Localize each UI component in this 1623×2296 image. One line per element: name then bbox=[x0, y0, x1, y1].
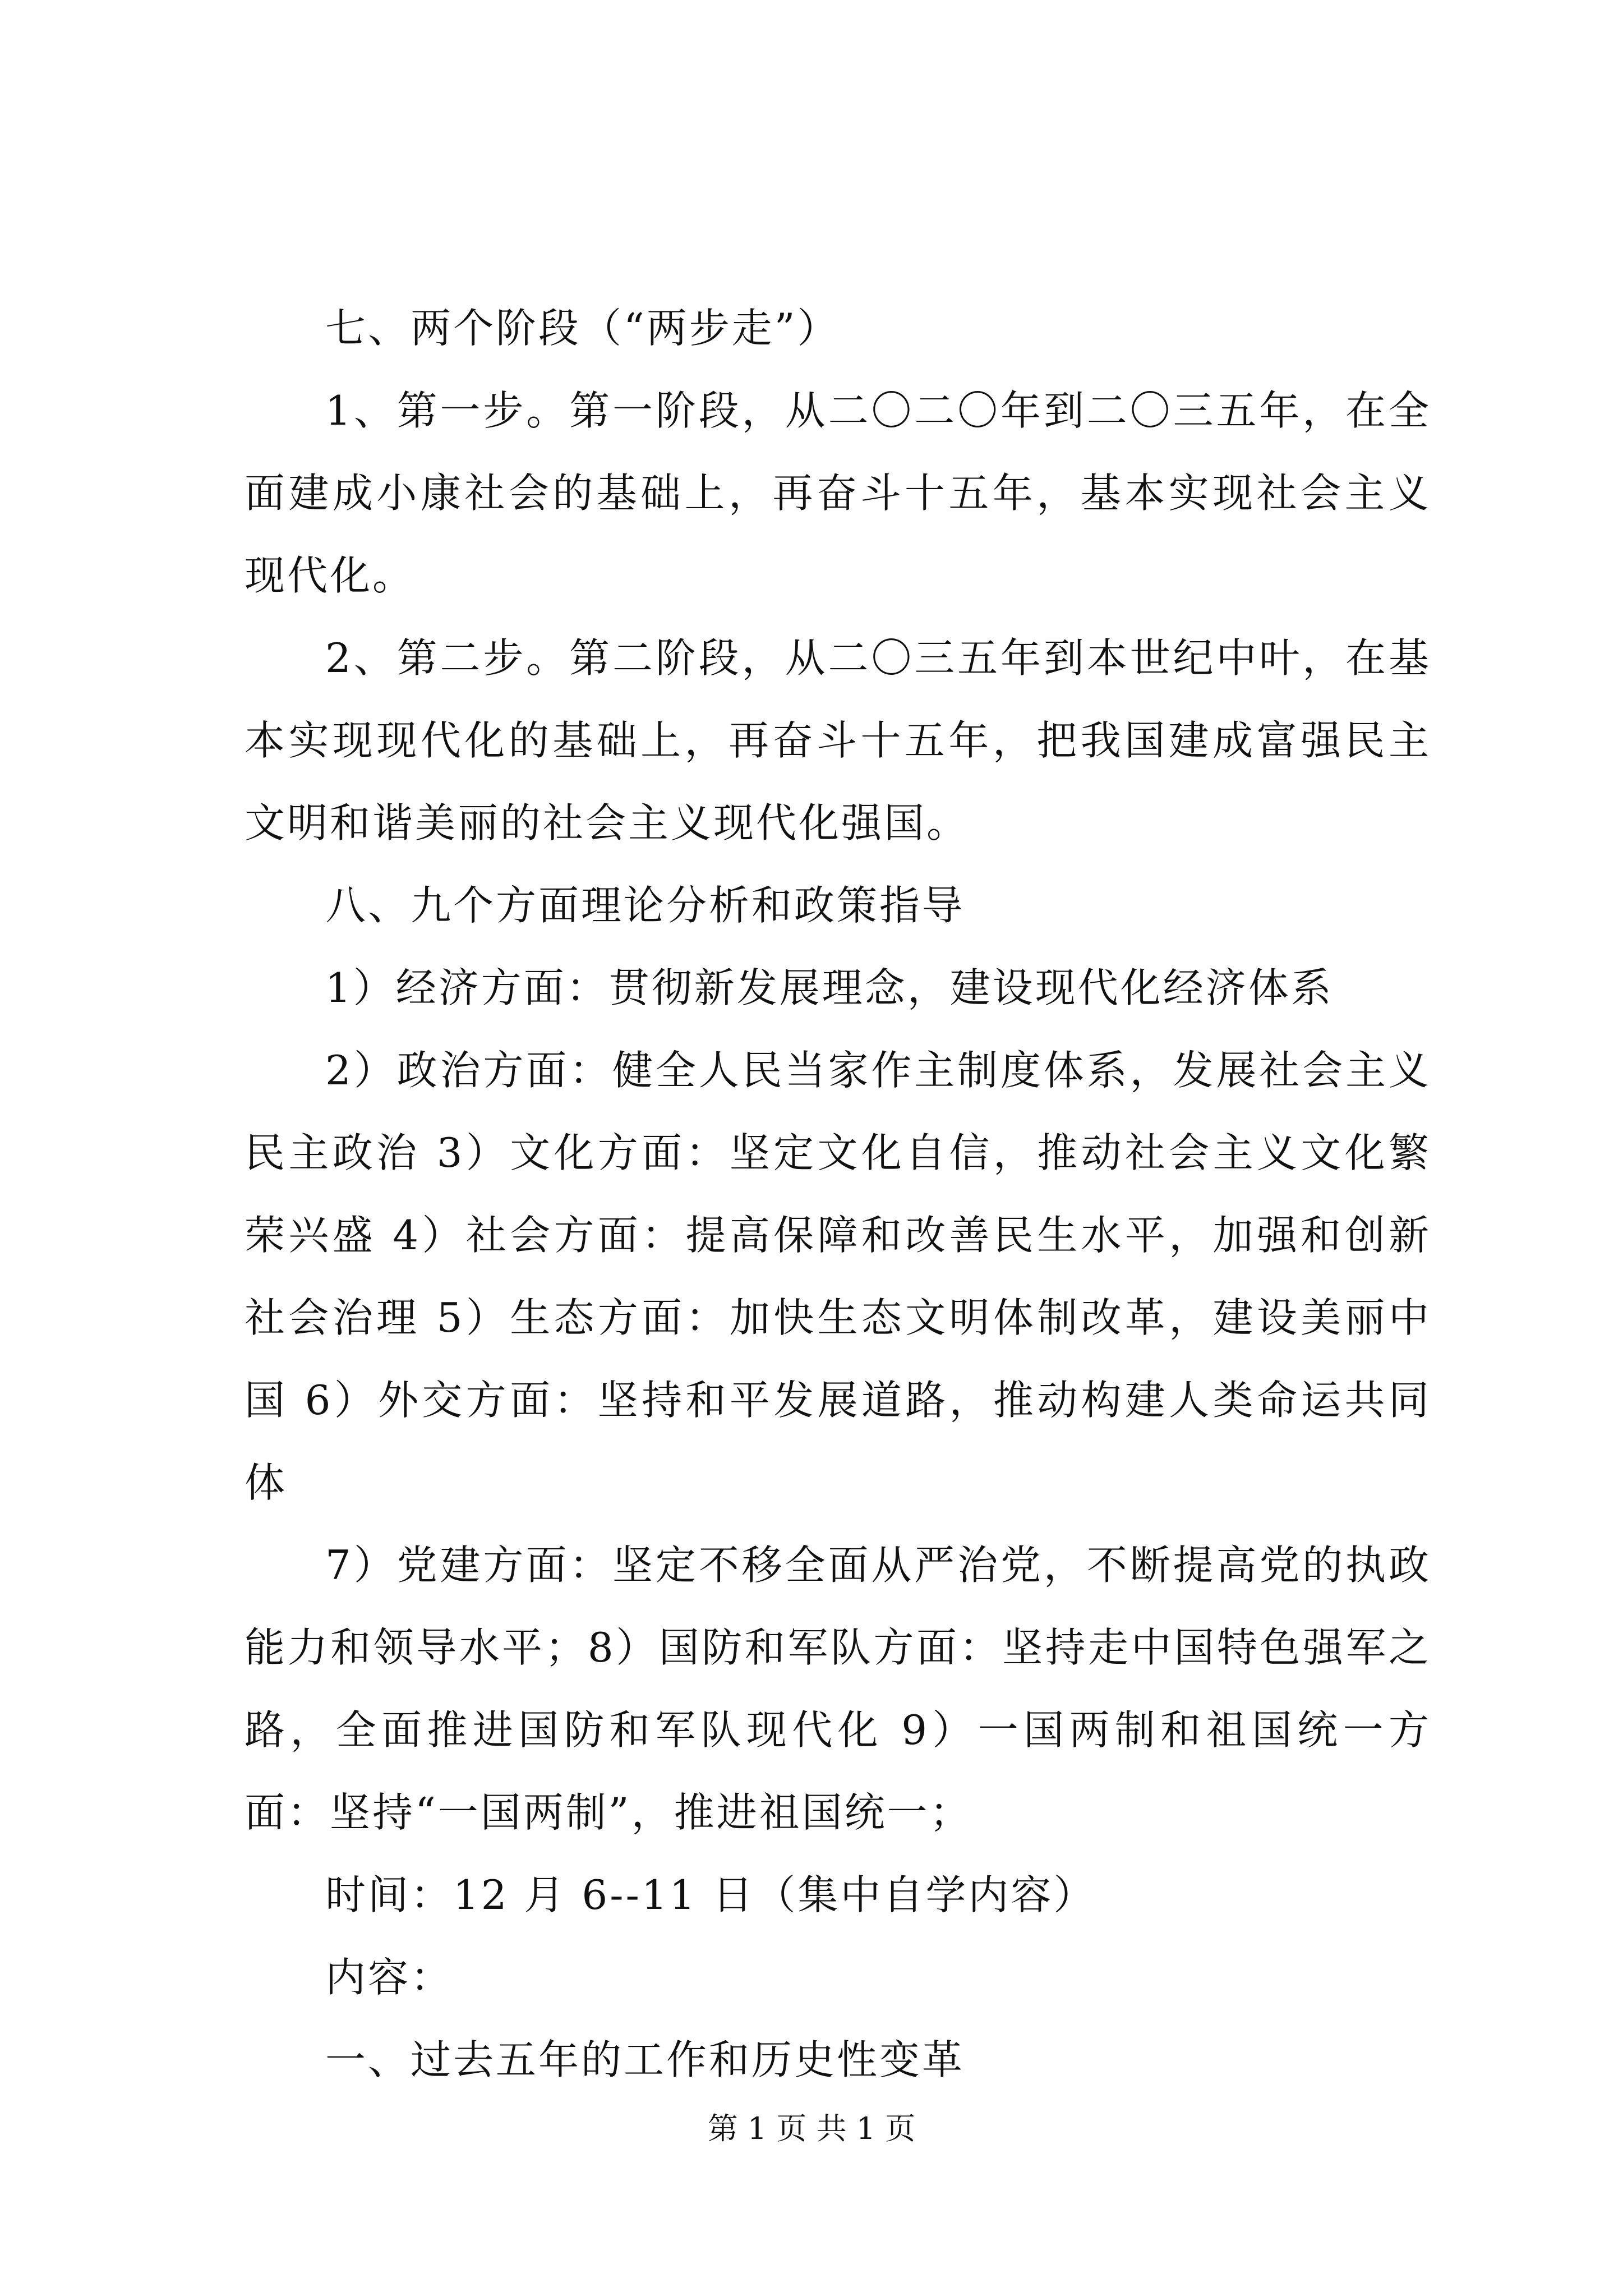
section-heading-two-stages: 七、两个阶段（“两步走”） bbox=[325, 305, 840, 352]
paragraph-time: 时间：12 月 6--11 日（集中自学内容） bbox=[325, 1871, 1096, 1918]
paragraph-politics-to-diplomacy: 2）政治方面：健全人民当家作主制度体系，发展社会主义民主政治 3）文化方面：坚定文化自信，推动社会主义文化繁荣兴盛 4）社会方面：提高保障和改善民生水平，加强和创新社会治理 5）生态方面：加快生态文明体制改革，建设美丽中国 6）外交方面：坚持和平发展道路，推动构建人类命运共同体 bbox=[245, 1047, 1431, 1506]
paragraph-party-to-unification: 7）党建方面：坚定不移全面从严治党，不断提高党的执政能力和领导水平；8）国防和军队方面：坚持走中国特色强军之路，全面推进国防和军队现代化 9）一国两制和祖国统一方面：坚持“一国两制”，推进祖国统一； bbox=[245, 1542, 1431, 1836]
paragraph-economy: 1）经济方面：贯彻新发展理念，建设现代化经济体系 bbox=[325, 964, 1334, 1011]
paragraph-content-label: 内容： bbox=[325, 1954, 454, 2001]
section-heading-past-five-years: 一、过去五年的工作和历史性变革 bbox=[325, 2036, 965, 2083]
paragraph-step-two: 2、第二步。第二阶段，从二〇三五年到本世纪中叶，在基本实现现代化的基础上，再奋斗十五年，把我国建成富强民主文明和谐美丽的社会主义现代化强国。 bbox=[245, 634, 1431, 846]
page-footer: 第 1 页 共 1 页 bbox=[707, 2111, 916, 2146]
paragraph-step-one: 1、第一步。第一阶段，从二〇二〇年到二〇三五年，在全面建成小康社会的基础上，再奋斗十五年，基本实现社会主义现代化。 bbox=[245, 387, 1431, 599]
document-body bbox=[245, 287, 1431, 2101]
section-heading-nine-aspects: 八、九个方面理论分析和政策指导 bbox=[325, 882, 965, 929]
